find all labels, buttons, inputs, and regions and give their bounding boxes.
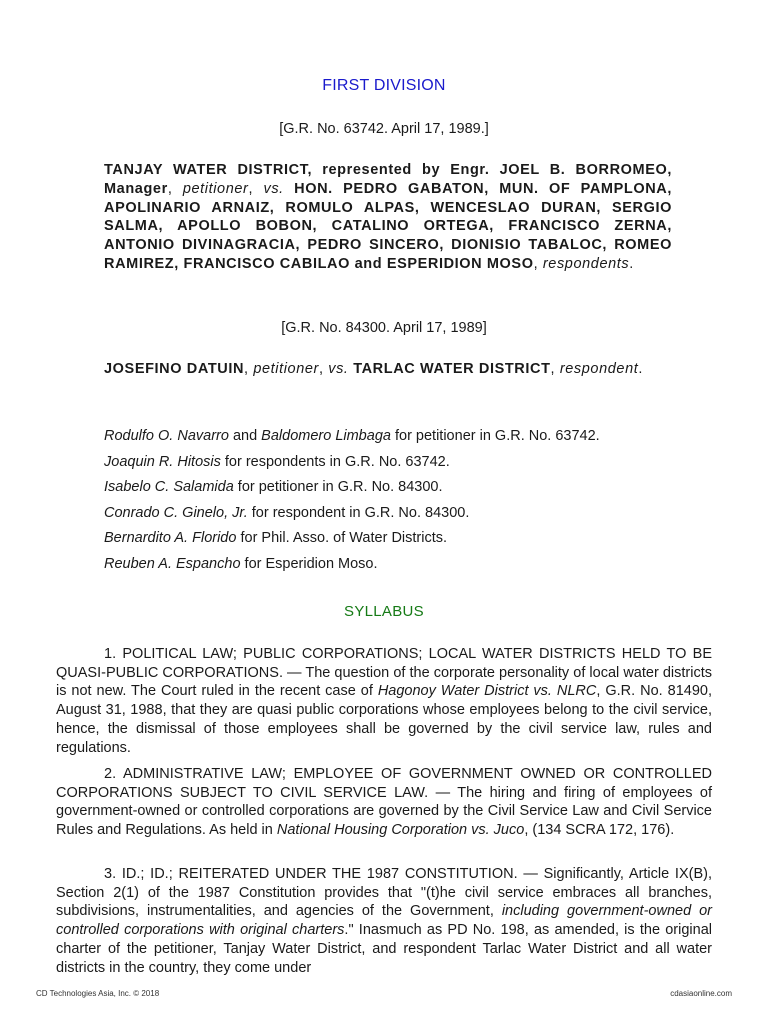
- syllabus-paragraph-3: [56, 865, 712, 977]
- counsel-role: for petitioner in G.R. No. 84300.: [233, 479, 443, 496]
- case1-petitioner-role: petitioner: [182, 180, 249, 197]
- counsel-name: Baldomero Limbaga: [261, 428, 391, 444]
- case1-petitioner: TANJAY WATER DISTRICT, represented by Engr. JOEL B. BORROMEO, Manager: [104, 162, 672, 197]
- emphasized-text: including government-owned or controlled corporations with original charters: [56, 903, 712, 939]
- paragraph-text: , (134 SCRA 172, 176).: [524, 822, 675, 839]
- counsel-line: [104, 526, 704, 552]
- counsel-role: for Phil. Asso. of Water Districts.: [236, 530, 448, 547]
- counsel-line: [104, 552, 704, 578]
- paragraph-text: 3. ID.; ID.; REITERATED UNDER THE 1987 CONSTITUTION. — Significantly, Article IX(B), Section 2(1) of the 1987 Constitution provides that "(t)he civil service embraces all branches, subdivisions, instrumentalities, and agencies of the Government,: [56, 866, 712, 920]
- counsel-name: Rodulfo O. Navarro: [104, 428, 229, 444]
- counsel-list: [104, 424, 704, 578]
- case1-parties: TANJAY WATER DISTRICT, represented by Engr. JOEL B. BORROMEO, Manager, petitioner, vs. HON. PEDRO GABATON, MUN. OF PAMPLONA, APOLINARIO ARNAIZ, ROMULO ALPAS, WENCESLAO DURAN, SERGIO SALMA, APOLLO BOBON, CATALINO ORTEGA, FRANCISCO ZERNA, ANTONIO DIVINAGRACIA, PEDRO SINCERO, DIONISIO TABALOC, ROMEO RAMIREZ, FRANCISCO CABILAO and ESPERIDION MOSO, respondents.: [104, 162, 672, 272]
- paragraph-text: ." Inasmuch as PD No. 198, as amended, is the original charter of the petitioner, Tanjay Water District, and respondent Tarlac Water District and all water districts in the country, they come under: [56, 922, 712, 976]
- paragraph-text: 2. ADMINISTRATIVE LAW; EMPLOYEE OF GOVERNMENT OWNED OR CONTROLLED CORPORATIONS SUBJECT TO CIVIL SERVICE LAW. — The hiring and firing of employees of government-owned or controlled corporations are governed by the Civil Service Law and Civil Service Rules and Regulations. As held in: [56, 766, 712, 839]
- counsel-name: Bernardito A. Florido: [104, 530, 237, 547]
- paragraph-text: 1. POLITICAL LAW; PUBLIC CORPORATIONS; LOCAL WATER DISTRICTS HELD TO BE QUASI-PUBLIC CORPORATIONS. — The question of the corporate personality of local water districts is not new. The Court ruled in the recent case of: [56, 646, 712, 700]
- counsel-name: Joaquin R. Hitosis: [104, 453, 221, 470]
- case1-grno: [G.R. No. 63742. April 17, 1989.]: [279, 121, 489, 137]
- case2-respondent: TARLAC WATER DISTRICT: [353, 361, 551, 377]
- case2-grno: [G.R. No. 84300. April 17, 1989]: [281, 320, 487, 336]
- case2-respondent-role: respondent: [559, 361, 639, 377]
- case2-petitioner: JOSEFINO DATUIN: [104, 361, 245, 377]
- counsel-role: for respondents in G.R. No. 63742.: [220, 453, 450, 470]
- case2-vs: vs.: [328, 361, 349, 377]
- counsel-conjunction: and: [228, 428, 262, 444]
- division-heading: FIRST DIVISION: [322, 77, 446, 94]
- paragraph-text: , G.R. No. 81490, August 31, 1988, that they are quasi public corporations whose employees belong to the civil service, hence, the dismissal of those employees shall be governed by the civil service law, rules and regulations.: [56, 683, 712, 756]
- counsel-name: Conrado C. Ginelo, Jr.: [104, 504, 248, 521]
- footer-site: cdasiaonline.com: [670, 989, 732, 998]
- counsel-line: [104, 424, 704, 450]
- counsel-name: Reuben A. Espancho: [104, 555, 241, 572]
- case-citation: National Housing Corporation vs. Juco: [276, 822, 525, 839]
- case1-respondents-role: respondents: [542, 255, 630, 272]
- syllabus-heading: SYLLABUS: [344, 603, 424, 620]
- case-citation: Hagonoy Water District vs. NLRC: [377, 683, 597, 700]
- counsel-role: for Esperidion Moso.: [240, 555, 378, 572]
- footer-copyright: CD Technologies Asia, Inc. © 2018: [36, 989, 160, 998]
- case2-parties: JOSEFINO DATUIN, petitioner, vs. TARLAC WATER DISTRICT, respondent.: [104, 361, 644, 377]
- case1-vs: vs.: [263, 180, 284, 197]
- syllabus-paragraph-2: [56, 765, 712, 840]
- case1-respondents: HON. PEDRO GABATON, MUN. OF PAMPLONA, APOLINARIO ARNAIZ, ROMULO ALPAS, WENCESLAO DURAN, SERGIO SALMA, APOLLO BOBON, CATALINO ORTEGA, FRANCISCO ZERNA, ANTONIO DIVINAGRACIA, PEDRO SINCERO, DIONISIO TABALOC, ROMEO RAMIREZ, FRANCISCO CABILAO and ESPERIDION MOSO: [104, 180, 672, 272]
- counsel-line: [104, 475, 704, 501]
- counsel-line: [104, 501, 704, 527]
- counsel-line: [104, 450, 704, 476]
- counsel-role: for respondent in G.R. No. 84300.: [247, 504, 470, 521]
- counsel-name: Isabelo C. Salamida: [104, 479, 234, 496]
- counsel-role: for petitioner in G.R. No. 63742.: [390, 428, 600, 444]
- syllabus-paragraph-1: [56, 645, 712, 757]
- case2-petitioner-role: petitioner: [253, 361, 319, 377]
